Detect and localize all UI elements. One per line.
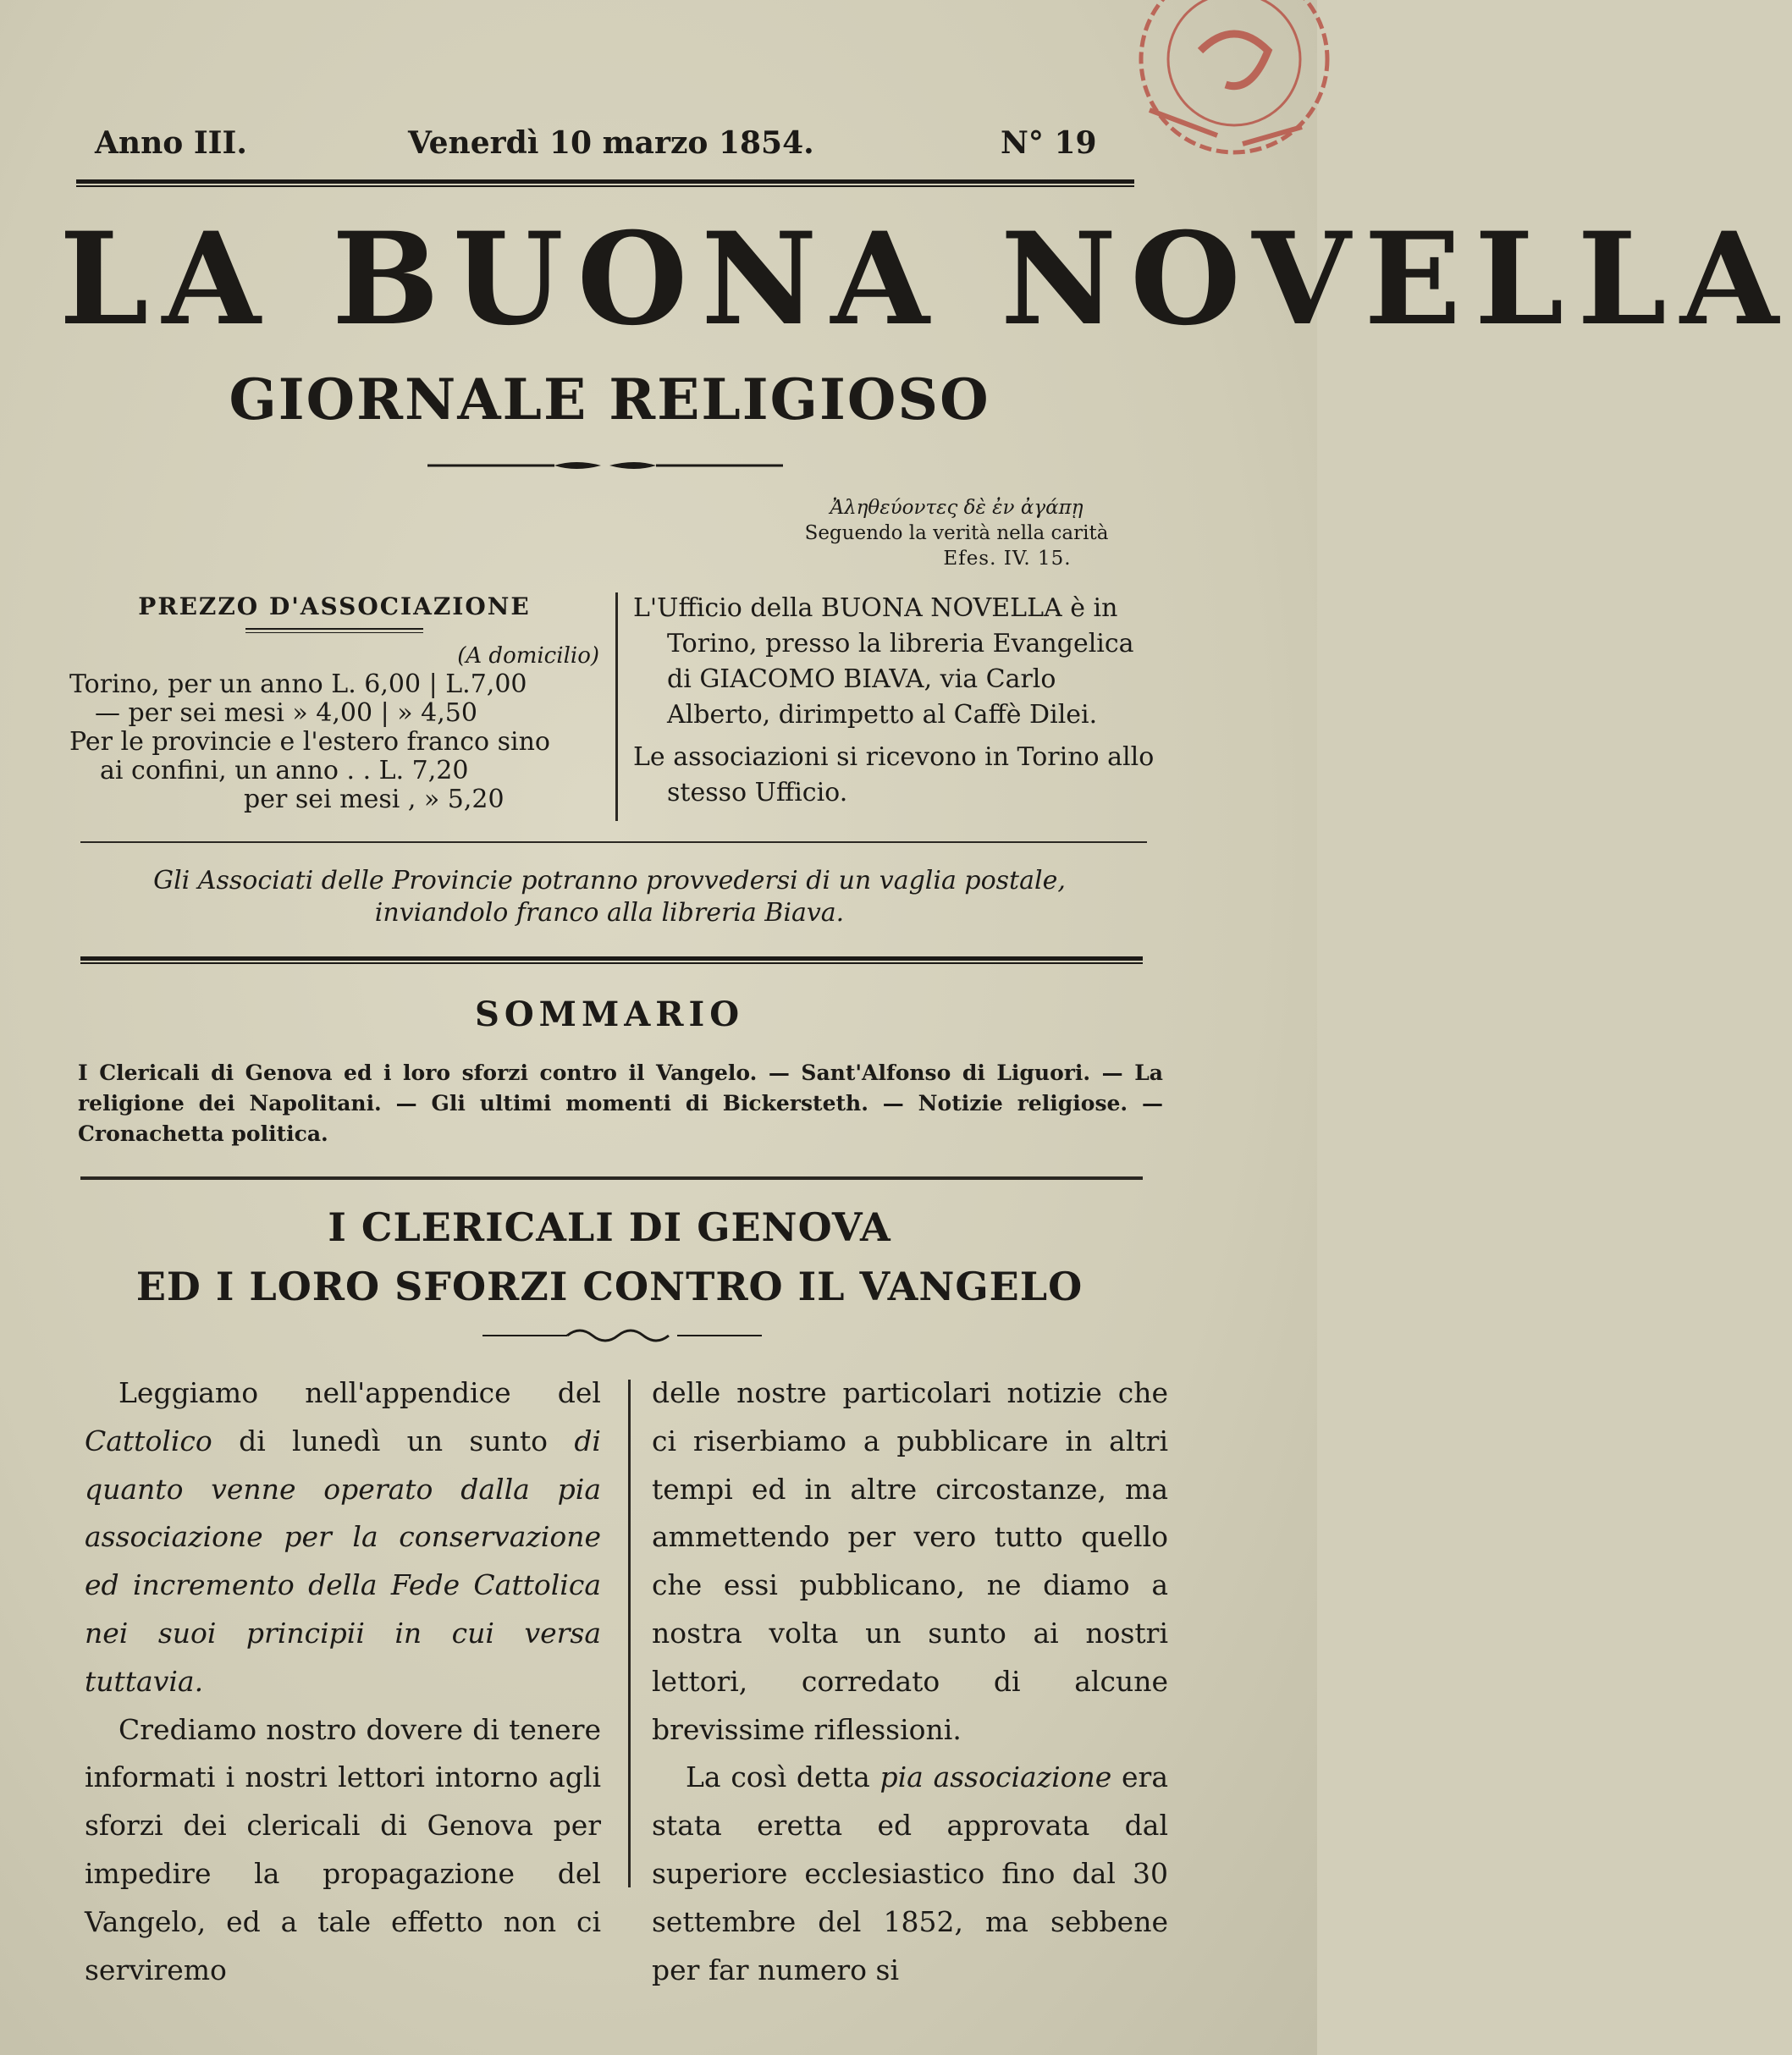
column-divider xyxy=(628,1380,631,1887)
article-column-right xyxy=(652,1369,1168,1994)
issue-number: N° 19 xyxy=(1001,125,1097,161)
ornament-rule-icon xyxy=(427,457,783,474)
prices-domicile: (A domicilio) xyxy=(457,643,599,669)
price-row: Per le provincie e l'estero franco sino xyxy=(69,727,550,757)
office-info xyxy=(633,591,1158,818)
notice-line: inviandolo franco alla libreria Biava. xyxy=(374,898,845,928)
masthead-title: LA BUONA NOVELLA xyxy=(59,205,1792,354)
stamp-seal-icon xyxy=(1124,0,1317,165)
postal-notice xyxy=(85,865,1134,929)
price-row: Torino, per un anno L. 6,00 | L.7,00 xyxy=(69,669,527,699)
date-label: Venerdì 10 marzo 1854. xyxy=(408,125,814,161)
prices-title: PREZZO D'ASSOCIAZIONE xyxy=(138,592,531,620)
text-run: Leggiamo nell'appendice del xyxy=(119,1376,601,1409)
article-paragraph: delle nostre particolari notizie che ci riserbiamo a pubblicare in altri tempi ed in altre circostanze, ma ammettendo per vero tutto quello che essi pubblicano, ne diamo a nostra volta un sunto ai nostri lettori, corredato di alcune brevissime riflessioni. xyxy=(652,1376,1168,1746)
section-rule-double xyxy=(80,956,1143,964)
price-row: per sei mesi , » 5,20 xyxy=(244,785,505,814)
article-paragraph xyxy=(85,1369,601,1706)
article-title xyxy=(85,1198,1134,1316)
flourish-ornament-icon xyxy=(482,1327,762,1344)
text-run-italic: di quanto venne operato dalla pia associazione per la conservazione ed incremento della Fede Cattolica nei suoi principii in cui versa tuttavia. xyxy=(85,1424,601,1698)
price-row: ai confini, un anno . . L. 7,20 xyxy=(100,756,469,785)
epigraph-greek: Ἀληθεύοντες δὲ ἐν ἀγάπῃ xyxy=(830,497,1083,519)
article-title-line: I CLERICALI DI GENOVA xyxy=(328,1204,891,1250)
text-run: La così detta xyxy=(686,1760,880,1794)
article-paragraph xyxy=(652,1754,1168,1994)
sommario-rule xyxy=(80,1176,1143,1180)
text-run-italic: Cattolico xyxy=(85,1424,212,1457)
epigraph-reference: Efes. IV. 15. xyxy=(943,548,1072,570)
epigraph-italian: Seguendo la verità nella carità xyxy=(804,522,1109,544)
price-row: — per sei mesi » 4,00 | » 4,50 xyxy=(95,698,477,728)
notice-line: Gli Associati delle Provincie potranno provvedersi di un vaglia postale, xyxy=(153,866,1066,895)
dateline xyxy=(95,125,1102,161)
text-run: di lunedì un sunto xyxy=(212,1424,575,1457)
subscription-prices xyxy=(69,592,599,814)
section-rule xyxy=(80,841,1147,843)
library-stamp xyxy=(1124,0,1317,165)
dateline-rule xyxy=(76,179,1134,187)
article-column-left xyxy=(85,1369,601,1994)
year-label: Anno III. xyxy=(95,125,247,161)
epigraph xyxy=(762,495,1151,571)
article-paragraph: Crediamo nostro dovere di tenere informati i nostri lettori intorno agli sforzi dei clericali di Genova per impedire la propagazione del Vangelo, ed a tale effetto non ci serviremo xyxy=(85,1712,601,1986)
sommario-title: SOMMARIO xyxy=(474,994,745,1034)
text-run-italic: pia associazione xyxy=(879,1760,1112,1794)
prices-title-rule xyxy=(245,628,423,633)
office-paragraph: L'Ufficio della BUONA NOVELLA è in Torino, presso la libreria Evangelica di GIACOMO BIAVA, via Carlo Alberto, dirimpetto al Caffè Dilei. xyxy=(633,593,1134,730)
text-run: era stata eretta ed approvata dal superiore ecclesiastico fino dal 30 settembre del 1852, ma sebbene per far numero si xyxy=(652,1760,1169,1986)
column-divider xyxy=(615,592,618,821)
masthead-subtitle: GIORNALE RELIGIOSO xyxy=(229,366,990,432)
office-paragraph: Le associazioni si ricevono in Torino allo stesso Ufficio. xyxy=(633,742,1155,807)
sommario-text: I Clericali di Genova ed i loro sforzi contro il Vangelo. — Sant'Alfonso di Liguori. — La religione dei Napolitani. — Gli ultimi momenti di Bickersteth. — Notizie religiose. — Cronachetta politica. xyxy=(78,1061,1163,1146)
article-title-line: ED I LORO SFORZI CONTRO IL VANGELO xyxy=(135,1264,1083,1309)
